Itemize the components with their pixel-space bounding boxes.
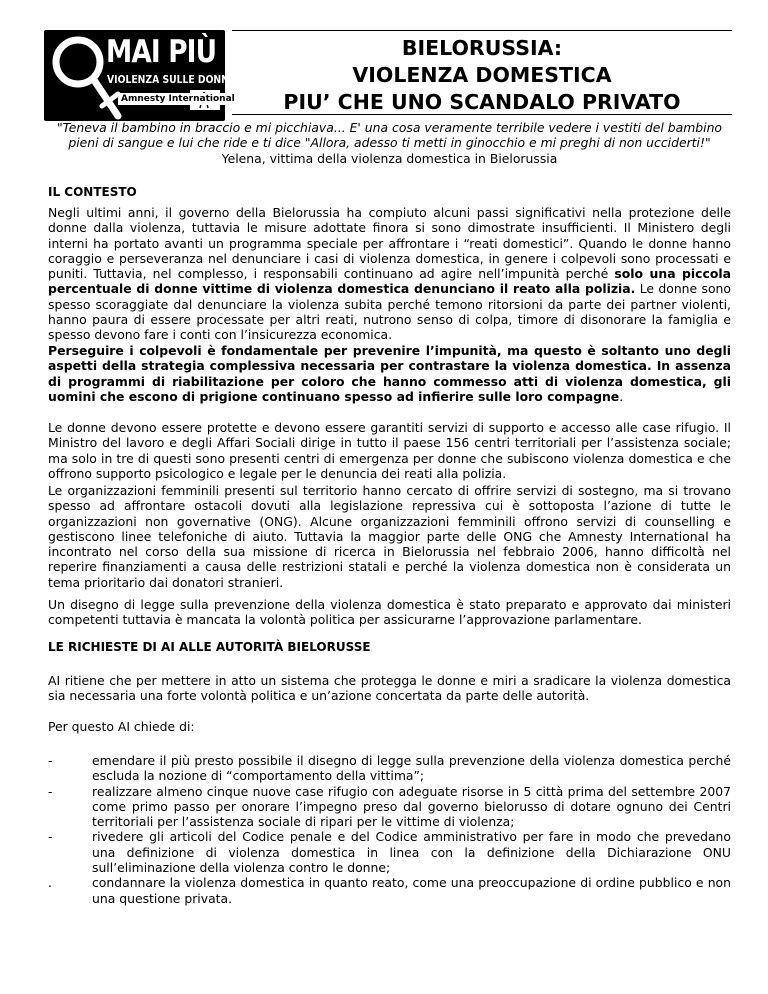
title-line-1: BIELORUSSIA: — [401, 36, 563, 60]
context-paragraph-4: Le organizzazioni femminili presenti sul territorio hanno cercato di offrire servizi di sostegno, ma si trovano spesso ad affrontare ostacoli dovuti alla legislazione repressiva cui è sottoposta l’azione di tutte le organizzazioni non governative (ONG). Alcune organizzazioni femminili offrono servizi di counselling e gestiscono linee telefoniche di aiuto. Tuttavia la maggior parte delle ONG che Amnesty International ha incontrato nel corso della sua missione di ricerca in Bielorussia nel febbraio 2006, hanno difficoltà nel reperire finanziamenti a causa delle restrizioni statali e perché la violenza domestica non è considerata un tema prioritario dai donatori stranieri. — [48, 483, 731, 590]
logo-sub-text: VIOLENZA SULLE DONNE — [107, 74, 236, 86]
page-title — [232, 35, 732, 116]
quote-attribution: Yelena, vittima della violenza domestica in Bielorussia — [221, 150, 558, 166]
requests-paragraph-1: AI ritiene che per mettere in atto un sistema che protegga le donne e miri a sradicare la violenza domestica sia necessaria una forte volontà politica e un’azione concertata da parte delle autorità. — [48, 673, 731, 704]
list-item — [48, 753, 731, 784]
list-item-text: condannare la violenza domestica in quanto reato, come una preoccupazione di ordine pubblico e non una questione privata. — [92, 875, 731, 906]
list-item-text: realizzare almeno cinque nuove case rifugio con adeguate risorse in 5 città prima del settembre 2007 come primo passo per onorare l’impegno preso dal governo bielorusso di dotare ognuno dei Centri territoriali per l’assistenza sociale di ripari per le vittime di violenza; — [92, 783, 731, 830]
context-paragraph-3: Le donne devono essere protette e devono essere garantiti servizi di supporto e accesso alle case rifugio. Il Ministro del lavoro e degli Affari Sociali dirige in tutto il paese 156 centri territoriali per l’assistenza sociale; ma solo in tre di questi sono presenti centri di emergenza per donne che subiscono violenza domestica e che offrono supporto psicologico e legale per le denuncia dei reati alla polizia. — [48, 420, 731, 481]
logo-org-text: Amnesty International — [118, 93, 238, 105]
list-item-text: rivedere gli articoli del Codice penale e del Codice amministrativo per fare in modo che prevedano una definizione di violenza domestica in linea con la definizione della Dichiarazione ONU sull’eliminazione della violenza contro le donne; — [92, 829, 731, 876]
context-p1-end: Le donne sono spesso scoraggiate dal denunciare la violenza subita perché temono ritorsioni da parte dei partner violenti, hanno paura di essere processate per altri reati, nutrono senso di colpa, timore di disonorare la famiglia e spesso devono fare i conti con l’insicurezza economica. — [48, 281, 731, 343]
context-p2-bold: Perseguire i colpevoli è fondamentale per prevenire l’impunità, ma questo è soltanto uno degli aspetti della strategia complessiva necessaria per contrastare la violenza domestica. In assenza di programmi di riabilitazione per coloro che hanno commesso atti di violenza domestica, gli uomini che escono di prigione continuano spesso ad infierire sulle loro compagne — [48, 343, 731, 404]
requests-paragraph-2: Per questo AI chiede di: — [48, 719, 195, 734]
logo-main-text: MAI PIÙ — [106, 34, 217, 70]
title-line-2: VIOLENZA DOMESTICA — [352, 63, 612, 87]
requests-list — [48, 753, 731, 906]
list-item-text: emendare il più presto possibile il disegno di legge sulla prevenzione della violenza domestica perché escluda la nozione di “comportamento della vittima”; — [92, 753, 731, 784]
context-p1-text: Negli ultimi anni, il governo della Bielorussia ha compiuto alcuni passi significativi nella protezione delle donne dalla violenza, tuttavia le misure adottate finora si sono dimostrate insufficienti. Il Ministero degli interni ha portato avanti un programma speciale per affrontare i “reati domestici”. Quando le donne hanno coraggio e perseveranza nel denunciare i casi di violenza domestica, in genere i colpevoli sono processati e puniti. Tuttavia, nel complesso, i responsabili continuano ad agire nell’impunità perché — [48, 205, 731, 282]
context-paragraph-5: Un disegno di legge sulla prevenzione della violenza domestica è stato preparato e approvato dai ministeri competenti tuttavia è mancata la volontà politica per assicurarne l’approvazione parlamentare. — [48, 597, 731, 628]
context-p1-bold: solo una piccola percentuale di donne vittime di violenza domestica denunciano il reato alla polizia. — [48, 266, 731, 297]
list-item — [48, 784, 731, 830]
mai-piu-logo — [44, 30, 236, 121]
context-p2-end: . — [619, 388, 624, 404]
section-heading-context: IL CONTESTO — [48, 185, 137, 199]
quote-text: "Teneva il bambino in braccio e mi picchiava... E' una cosa veramente terribile vedere i vestiti del bambino pieni di sangue e lui che ride e ti dice "Allora, adesso ti metti in ginocchio e mi preghi di non ucciderti!" — [56, 120, 722, 151]
context-paragraph-2 — [48, 343, 731, 404]
context-paragraph-1 — [48, 205, 731, 343]
title-line-3: PIU’ CHE UNO SCANDALO PRIVATO — [283, 90, 681, 114]
list-bullet: . — [48, 875, 52, 891]
list-item — [48, 829, 731, 875]
list-bullet: - — [48, 783, 53, 799]
list-item — [48, 875, 731, 906]
list-bullet: - — [48, 753, 53, 768]
list-bullet: - — [48, 829, 53, 845]
opening-quote — [48, 120, 731, 166]
section-heading-requests: LE RICHIESTE DI AI ALLE AUTORITÀ BIELORUSSE — [48, 640, 371, 654]
title-top-rule — [232, 30, 732, 31]
